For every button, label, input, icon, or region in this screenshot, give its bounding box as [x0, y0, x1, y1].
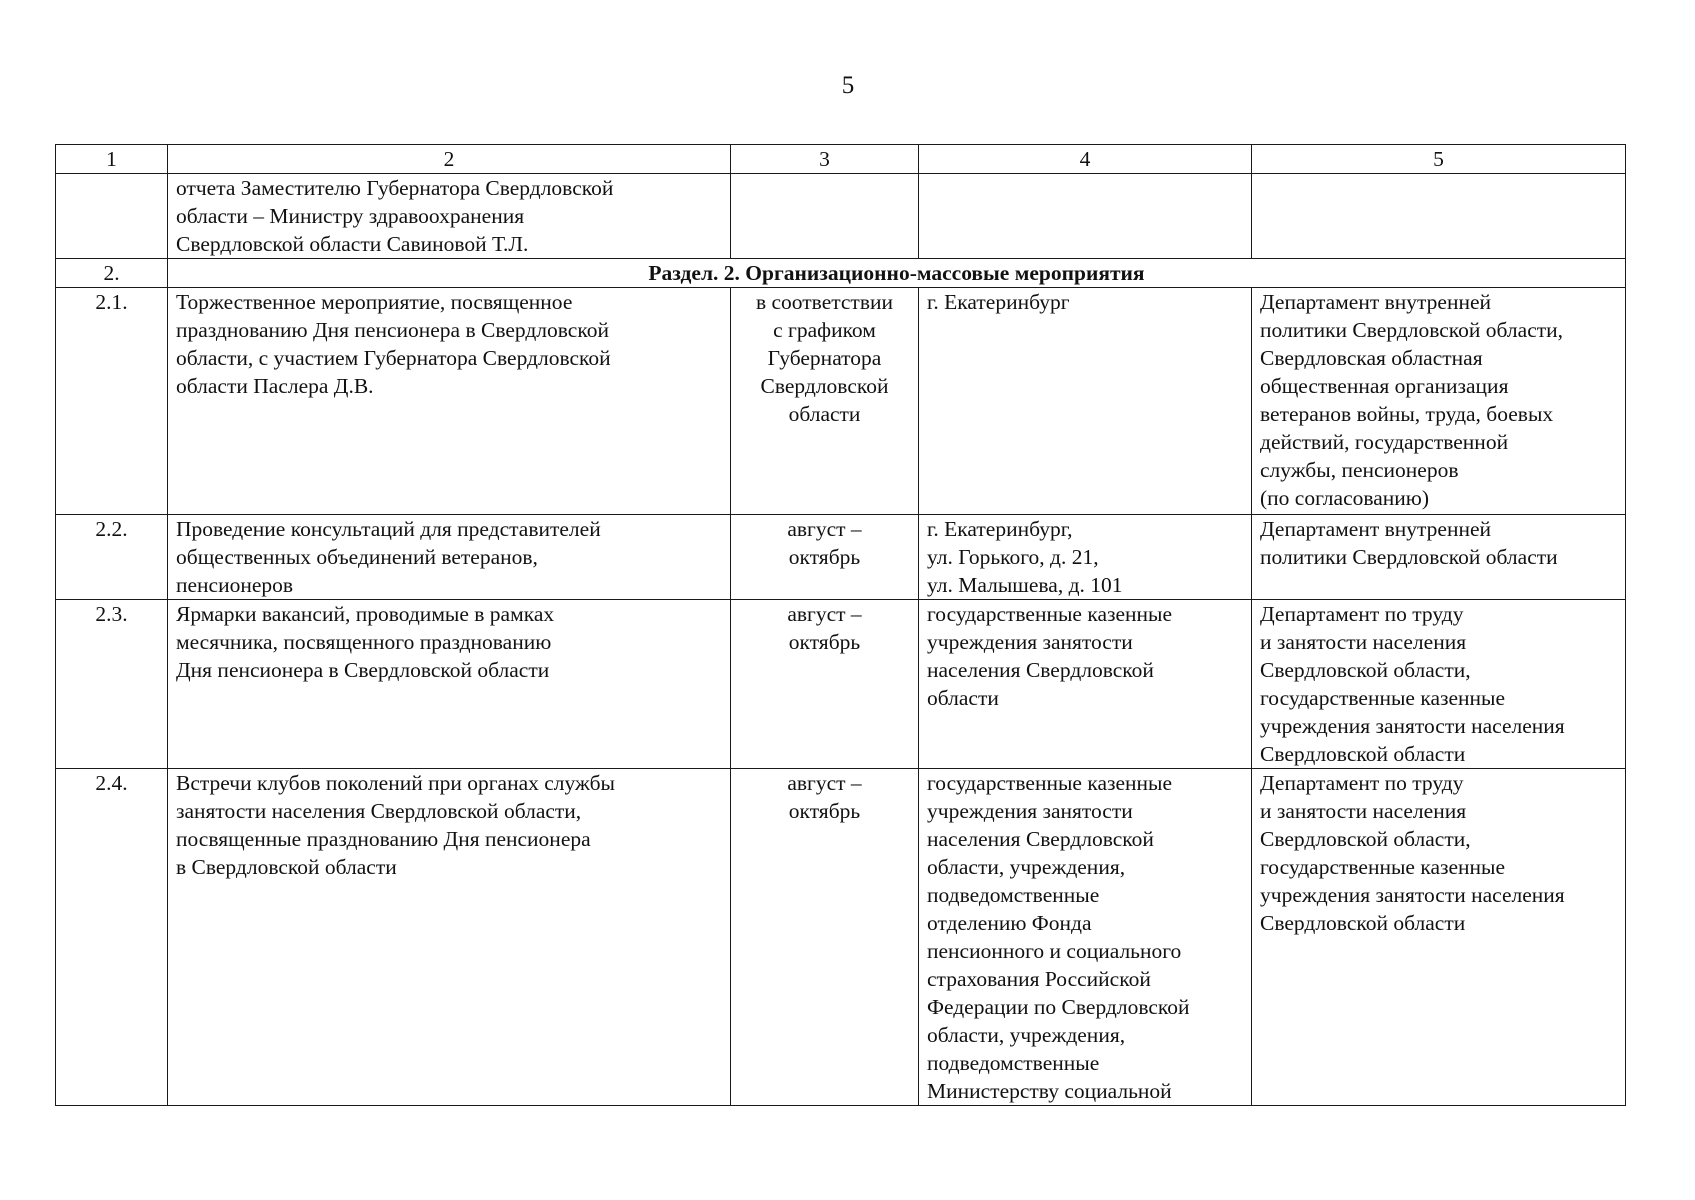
table-row: [56, 288, 1626, 515]
column-header: 2: [168, 145, 731, 174]
date-cell: август – октябрь: [731, 600, 919, 769]
date-cell: август – октябрь: [731, 769, 919, 1106]
place-cell: государственные казенные учреждения занятости населения Свердловской области, учреждения, подведомственные отделению Фонда пенсионного и социального страхования Российской Федерации по Свердловской области, учреждения, подведомственные Министерству социальной: [919, 769, 1252, 1106]
table-header-row: [56, 145, 1626, 174]
place-cell: [919, 174, 1252, 259]
event-cell: Проведение консультаций для представителей общественных объединений ветеранов, пенсионеров: [168, 515, 731, 600]
table-row: [56, 174, 1626, 259]
responsible-cell: Департамент по труду и занятости населения Свердловской области, государственные казенные учреждения занятости населения Свердловской области: [1252, 600, 1626, 769]
responsible-cell: [1252, 174, 1626, 259]
events-table: [55, 144, 1626, 1106]
row-number-cell: 2.2.: [56, 515, 168, 600]
responsible-cell: Департамент внутренней политики Свердловской области: [1252, 515, 1626, 600]
place-cell: государственные казенные учреждения занятости населения Свердловской области: [919, 600, 1252, 769]
column-header: 1: [56, 145, 168, 174]
column-header: 3: [731, 145, 919, 174]
date-cell: [731, 174, 919, 259]
section-title: Раздел. 2. Организационно-массовые мероприятия: [168, 259, 1626, 288]
column-header: 4: [919, 145, 1252, 174]
responsible-cell: Департамент по труду и занятости населения Свердловской области, государственные казенные учреждения занятости населения Свердловской области: [1252, 769, 1626, 1106]
place-cell: г. Екатеринбург: [919, 288, 1252, 515]
event-cell: Ярмарки вакансий, проводимые в рамках месячника, посвященного празднованию Дня пенсионера в Свердловской области: [168, 600, 731, 769]
place-cell: г. Екатеринбург, ул. Горького, д. 21, ул. Малышева, д. 101: [919, 515, 1252, 600]
row-number-cell: 2.4.: [56, 769, 168, 1106]
page-number: 5: [841, 72, 855, 99]
date-cell: август – октябрь: [731, 515, 919, 600]
event-cell: отчета Заместителю Губернатора Свердловской области – Министру здравоохранения Свердловской области Савиновой Т.Л.: [168, 174, 731, 259]
row-number-cell: 2.1.: [56, 288, 168, 515]
row-number-cell: [56, 174, 168, 259]
section-row: [56, 259, 1626, 288]
section-number: 2.: [56, 259, 168, 288]
event-cell: Встречи клубов поколений при органах службы занятости населения Свердловской области, посвященные празднованию Дня пенсионера в Свердловской области: [168, 769, 731, 1106]
column-header: 5: [1252, 145, 1626, 174]
responsible-cell: Департамент внутренней политики Свердловской области, Свердловская областная общественная организация ветеранов войны, труда, боевых действий, государственной службы, пенсионеров (по согласованию): [1252, 288, 1626, 515]
table-row: [56, 515, 1626, 600]
date-cell: в соответствии с графиком Губернатора Свердловской области: [731, 288, 919, 515]
table-row: [56, 769, 1626, 1106]
table-row: [56, 600, 1626, 769]
row-number-cell: 2.3.: [56, 600, 168, 769]
event-cell: Торжественное мероприятие, посвященное празднованию Дня пенсионера в Свердловской области, с участием Губернатора Свердловской области Паслера Д.В.: [168, 288, 731, 515]
